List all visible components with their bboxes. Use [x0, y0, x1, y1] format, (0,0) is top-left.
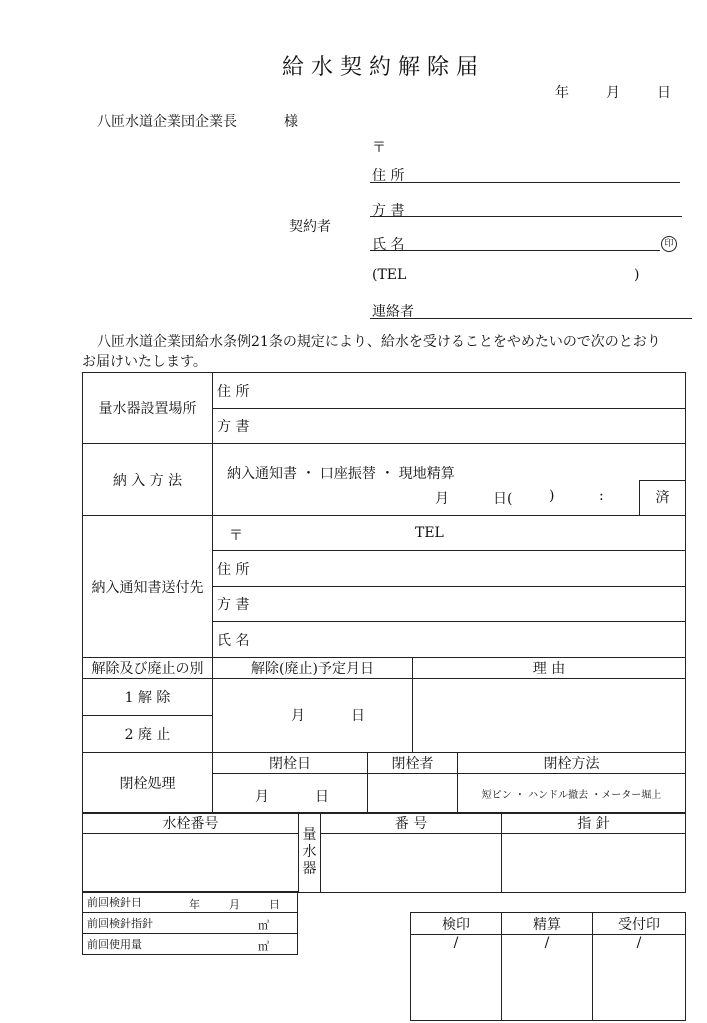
applicant-tel-close: ): [634, 267, 640, 283]
form-title: 給水契約解除届: [282, 55, 486, 80]
reception-slash: /: [636, 935, 642, 951]
previous-reading-cell[interactable]: [83, 913, 298, 934]
meter-location-address[interactable]: [213, 373, 686, 409]
payment-month-label: 月: [435, 491, 449, 507]
notice-name-label: 氏 名: [217, 632, 250, 649]
meter-label-char-1: 量: [302, 827, 317, 843]
payment-method-label: 納 入 方 法: [83, 444, 213, 516]
cancel-option-2[interactable]: 2 廃 止: [83, 716, 213, 753]
previous-day-label: 日: [269, 898, 280, 911]
meter-vertical-label: [299, 813, 321, 893]
cancel-date-cell[interactable]: [213, 679, 413, 753]
applicant-houses-label: 方 書: [372, 203, 405, 219]
main-form-table: [82, 372, 686, 814]
inspection-stamp-box[interactable]: [411, 935, 502, 1021]
inspection-stamp-header: 検印: [411, 913, 502, 935]
meter-reading-header: 指 針: [502, 813, 686, 834]
cancel-type-header: 解除及び廃止の別: [83, 658, 213, 679]
cancel-month-label: 月: [291, 708, 305, 724]
cancel-day-label: 日: [351, 708, 365, 724]
applicant-postal-mark: 〒: [372, 140, 386, 156]
previous-reading-table: [82, 891, 298, 955]
reception-stamp-box[interactable]: [593, 935, 686, 1021]
notice-tel-label: TEL: [415, 525, 444, 541]
meter-location-label: 量水器設置場所: [83, 373, 213, 444]
settlement-stamp-box[interactable]: [502, 935, 593, 1021]
closure-method-options[interactable]: 短ピン ・ ハンドル撤去 ・メーター堀上: [458, 774, 686, 814]
payment-done-label: 済: [655, 490, 670, 506]
meter-label-char-3: 器: [302, 861, 317, 877]
applicant-tel-label: (TEL: [372, 267, 407, 283]
notice-postal-mark: 〒: [229, 528, 243, 544]
cancel-reason-header: 理 由: [413, 658, 686, 679]
payment-colon: :: [599, 488, 604, 504]
notice-address-cell[interactable]: [213, 551, 686, 587]
meter-number-header: 番 号: [321, 813, 502, 834]
applicant-name-label: 氏 名: [372, 237, 405, 253]
notice-address-label: 住 所: [217, 561, 250, 578]
payment-options: 納入通知書 ・ 口座振替 ・ 現地精算: [227, 466, 455, 482]
meter-label-char-2: 水: [302, 844, 317, 860]
meter-location-houses[interactable]: [213, 409, 686, 444]
notice-destination-label: 納入通知書送付先: [83, 516, 213, 658]
previous-reading-label: 前回検針指針: [87, 917, 153, 930]
contractor-label: 契約者: [289, 219, 331, 235]
applicant-contact-label: 連絡者: [372, 304, 414, 320]
closure-month-label: 月: [255, 789, 269, 805]
cancel-option-1[interactable]: 1 解 除: [83, 679, 213, 716]
meter-location-address-label: 住 所: [217, 383, 250, 400]
meter-number-cell[interactable]: [321, 834, 502, 893]
applicant-contact-field[interactable]: [370, 318, 692, 319]
inspection-slash: /: [453, 935, 459, 951]
date-month-label: 月: [606, 85, 620, 101]
notice-houses-cell[interactable]: [213, 587, 686, 622]
payment-method-cell[interactable]: [213, 444, 686, 516]
addressee: 八匝水道企業団企業長: [97, 114, 237, 130]
closure-method-header: 閉栓方法: [458, 753, 686, 774]
notice-name-cell[interactable]: [213, 622, 686, 658]
applicant-houses-field[interactable]: [370, 216, 682, 217]
applicant-name-field[interactable]: [370, 250, 660, 251]
hydrant-number-header: 水栓番号: [83, 813, 299, 834]
applicant-address-field[interactable]: [370, 182, 680, 183]
settlement-stamp-header: 精算: [502, 913, 593, 935]
closure-date-cell[interactable]: [213, 774, 368, 814]
reception-stamp-header: 受付印: [593, 913, 686, 935]
honorific: 様: [284, 114, 298, 130]
notice-houses-label: 方 書: [217, 597, 250, 613]
settlement-slash: /: [544, 935, 550, 951]
hydrant-number-cell[interactable]: [83, 834, 299, 893]
previous-usage-label: 前回使用量: [87, 938, 142, 951]
previous-usage-unit: ㎥: [258, 940, 269, 953]
intro-line-1: 八匝水道企業団給水条例21条の規定により、給水を受けることをやめたいので次のとおり: [97, 334, 661, 350]
meter-location-houses-label: 方 書: [217, 419, 250, 435]
closure-person-cell[interactable]: [368, 774, 458, 814]
previous-month-label: 月: [229, 898, 240, 911]
closure-day-label: 日: [315, 789, 329, 805]
meter-reading-cell[interactable]: [502, 834, 686, 893]
cancel-date-header: 解除(廃止)予定月日: [213, 658, 413, 679]
notice-postal-cell[interactable]: [213, 516, 686, 551]
payment-done-box[interactable]: [639, 480, 685, 516]
stamp-table: [410, 912, 686, 1021]
hydrant-table: [82, 812, 686, 893]
previous-reading-date-cell[interactable]: [83, 892, 298, 913]
seal-mark-icon: 印: [661, 236, 677, 252]
previous-reading-date-label: 前回検針日: [87, 896, 142, 909]
closure-label: 閉栓処理: [83, 753, 213, 814]
payment-day-close: ): [549, 488, 555, 504]
previous-reading-unit: ㎥: [258, 919, 269, 932]
date-year-label: 年: [555, 85, 569, 101]
previous-year-label: 年: [189, 898, 200, 911]
payment-day-label: 日(: [493, 491, 513, 507]
closure-date-header: 閉栓日: [213, 753, 368, 774]
date-day-label: 日: [657, 85, 671, 101]
intro-line-2: お届けいたします。: [82, 354, 207, 370]
closure-person-header: 閉栓者: [368, 753, 458, 774]
previous-usage-cell[interactable]: [83, 934, 298, 955]
applicant-address-label: 住 所: [372, 168, 405, 184]
cancel-reason-cell[interactable]: [413, 679, 686, 753]
